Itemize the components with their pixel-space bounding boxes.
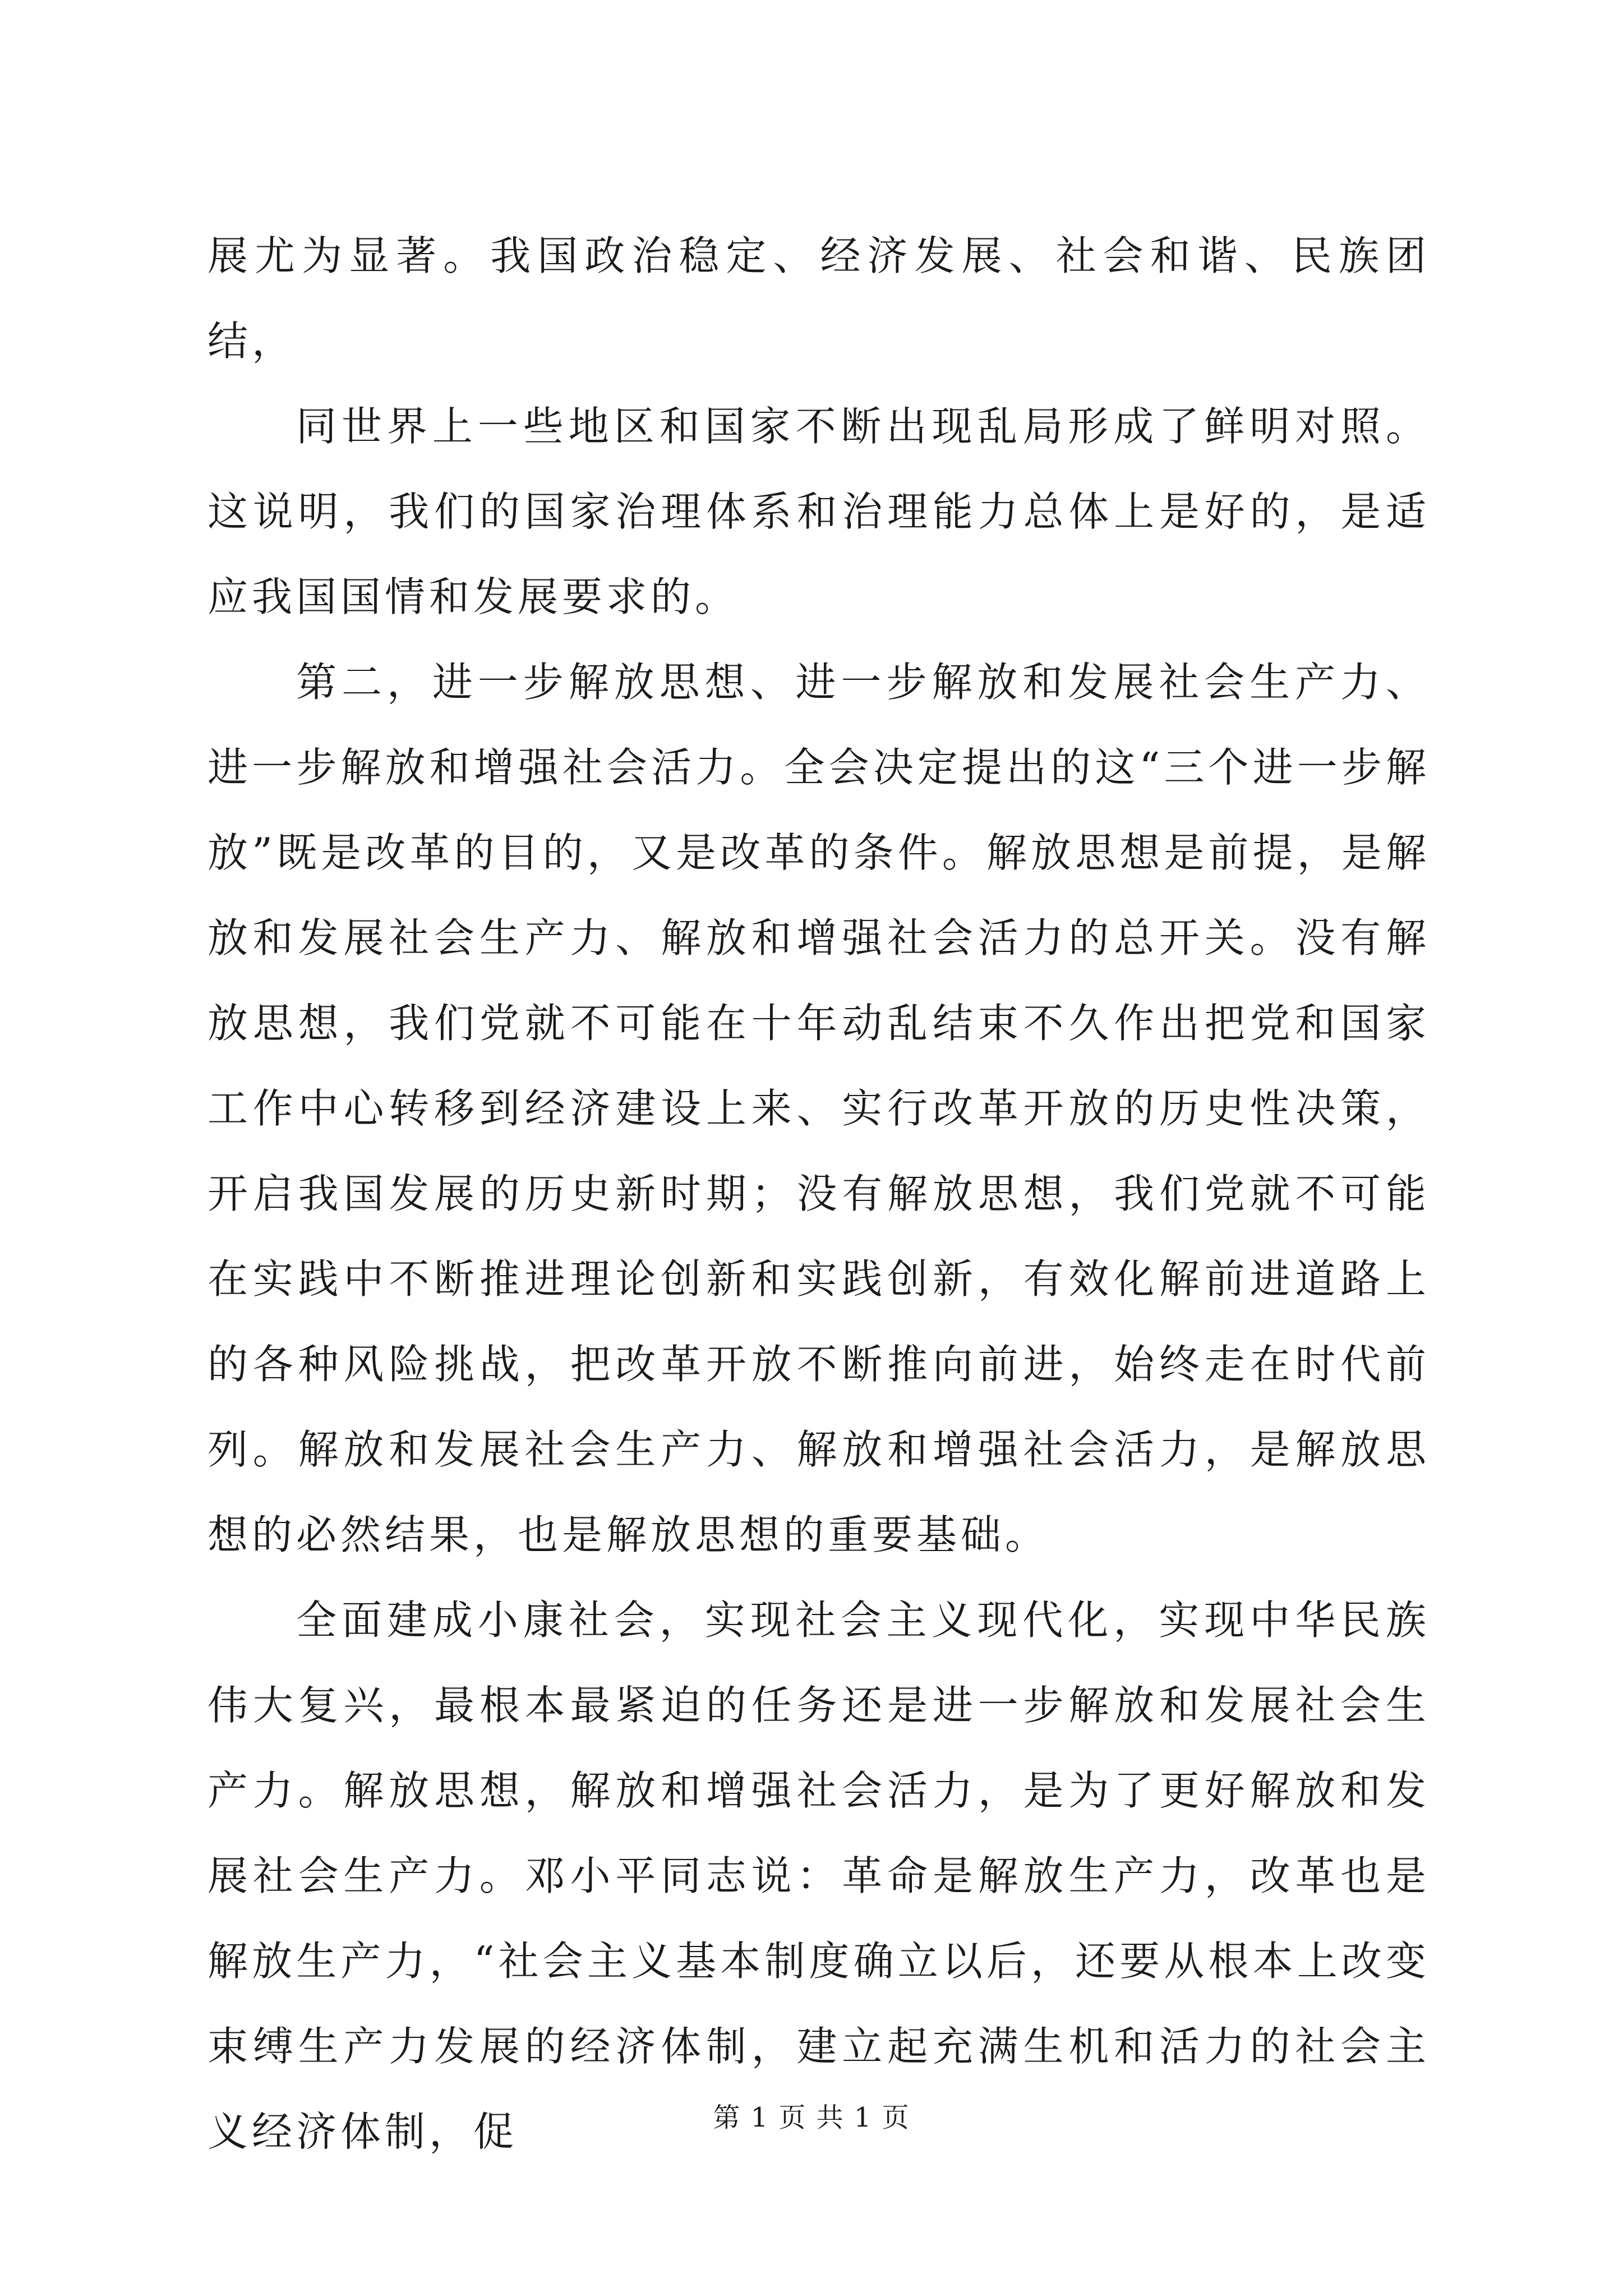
paragraph-4: 全面建成小康社会，实现社会主义现代化，实现中华民族伟大复兴，最根本最紧迫的任务还是进一步解放和发展社会生产力。解放思想，解放和增强社会活力，是为了更好解放和发展社会生产力。邓小平同志说：革命是解放生产力，改革也是解放生产力，“社会主义基本制度确立以后，还要从根本上改变束缚生产力发展的经济体制，建立起充满生机和活力的社会主义经济体制，促 xyxy=(208,1596,1430,2155)
paragraph-3: 第二，进一步解放思想、进一步解放和发展社会生产力、进一步解放和增强社会活力。全会决定提出的这“三个进一步解放”既是改革的目的，又是改革的条件。解放思想是前提，是解放和发展社会生产力、解放和增强社会活力的总开关。没有解放思想，我们党就不可能在十年动乱结束不久作出把党和国家工作中心转移到经济建设上来、实行改革开放的历史性决策，开启我国发展的历史新时期；没有解放思想，我们党就不可能在实践中不断推进理论创新和实践创新，有效化解前进道路上的各种风险挑战，把改革开放不断推向前进，始终走在时代前列。解放和发展社会生产力、解放和增强社会活力，是解放思想的必然结果，也是解放思想的重要基础。 xyxy=(208,659,1430,1558)
paragraph-2: 同世界上一些地区和国家不断出现乱局形成了鲜明对照。这说明，我们的国家治理体系和治理能力总体上是好的，是适应我国国情和发展要求的。 xyxy=(208,403,1430,620)
document-body xyxy=(208,213,1430,2174)
page-number-label: 第 1 页 共 1 页 xyxy=(713,2102,910,2133)
paragraph-1: 展尤为显著。我国政治稳定、经济发展、社会和谐、民族团结， xyxy=(208,232,1430,365)
page-footer xyxy=(0,2101,1623,2134)
